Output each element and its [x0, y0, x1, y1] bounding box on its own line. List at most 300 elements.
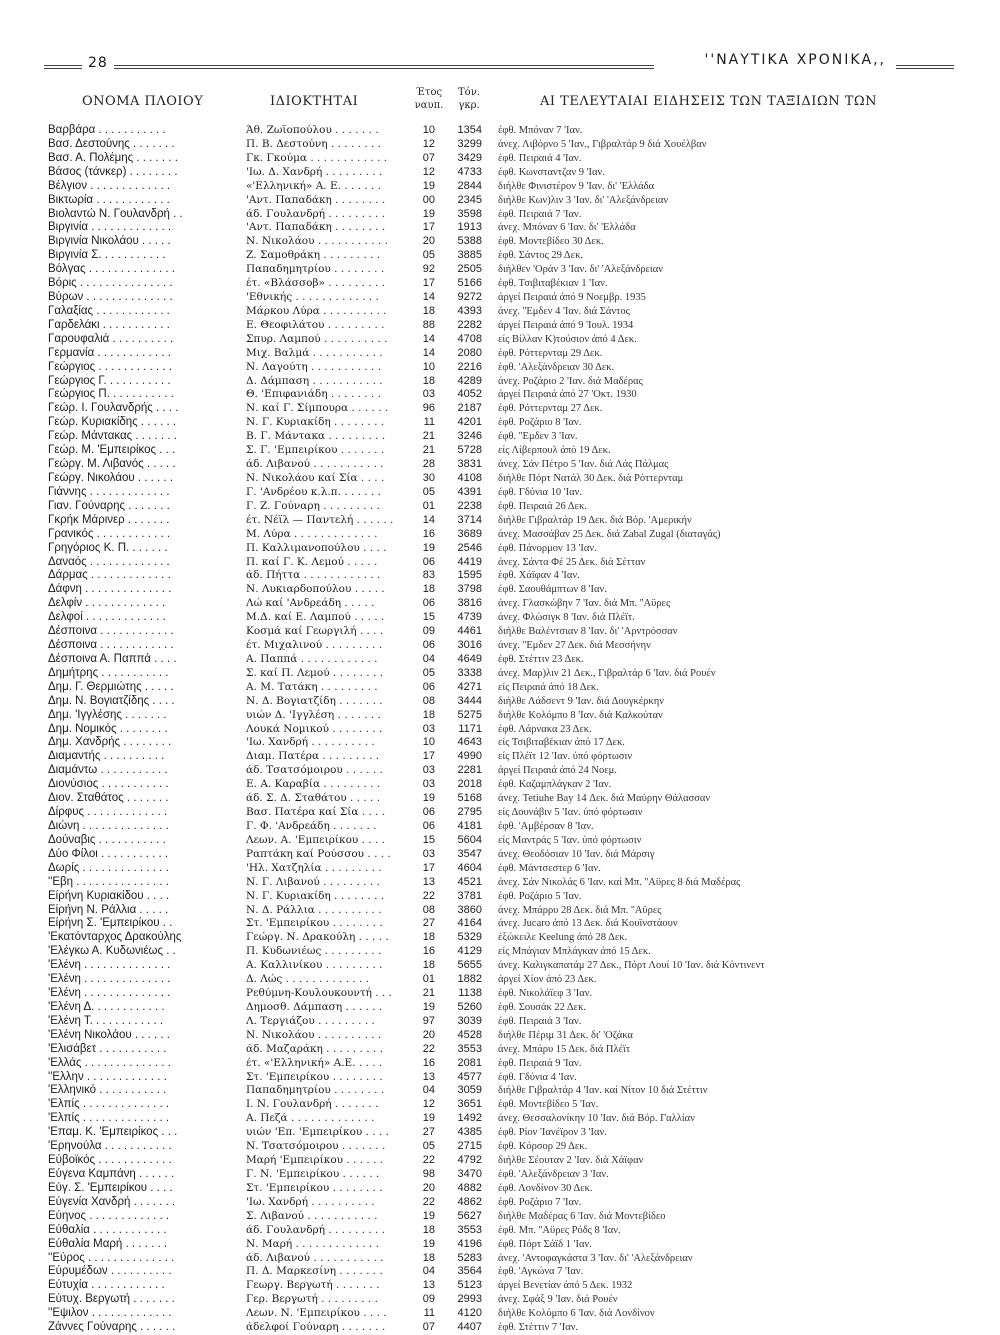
- ship-latest-news: έφθ. 'Αλεξάνδρειαν 30 Δεκ.: [498, 361, 615, 373]
- ship-tonnage: 4108: [457, 472, 482, 484]
- ship-year: 17: [422, 277, 435, 290]
- table-row: [0, 1321, 1000, 1335]
- table-row: [0, 750, 1000, 764]
- table-row: [0, 458, 1000, 472]
- table-row: [0, 1057, 1000, 1071]
- ship-latest-news: άνεχ. ''Εμδεν 27 Δεκ. διά Μεσσήνην: [498, 640, 651, 652]
- ship-name: Βασ. Α. Πολέμης . . . . . . .: [48, 151, 178, 164]
- table-row: [0, 402, 1000, 416]
- ship-name: Δαναός . . . . . . . . . . . . .: [48, 555, 170, 568]
- ship-name: Διονύσιος . . . . . . . . . . .: [48, 778, 169, 791]
- ship-tonnage: 4052: [457, 388, 482, 401]
- table-row: [0, 333, 1000, 347]
- ship-tonnage: 2282: [457, 318, 482, 331]
- table-row: [0, 1168, 1000, 1182]
- ship-year: 22: [422, 1195, 435, 1208]
- ship-name: Βόλγας . . . . . . . . . . . . . .: [48, 263, 175, 276]
- ship-owner: Διαμ. Πατέρα . . . . . . . . .: [246, 750, 380, 763]
- ship-year: 04: [422, 1265, 435, 1278]
- ship-latest-news: έφθ. Στέττιν 23 Δεκ.: [498, 653, 584, 665]
- table-row: [0, 166, 1000, 180]
- ship-name: Είρήνη Κυριακίδου . . . .: [48, 889, 170, 902]
- table-row: [0, 1279, 1000, 1293]
- ship-name: Δωρίς . . . . . . . . . . . . . .: [48, 861, 169, 874]
- ship-latest-news: έφθ. Ροζάριο 7 'Ιαν.: [498, 1196, 582, 1208]
- ship-owner: υιών 'Επ. 'Εμπειρίκου . . . .: [246, 1126, 390, 1139]
- ship-latest-news: έφθ. Λονδίνον 30 Δεκ.: [498, 1182, 593, 1194]
- ship-tonnage: 4528: [457, 1028, 482, 1041]
- ship-latest-news: είς Λίβερπουλ άπό 19 Δεκ.: [498, 445, 611, 457]
- ship-year: 07: [422, 1321, 435, 1334]
- ship-year: 12: [422, 137, 435, 150]
- header-year: [412, 86, 446, 112]
- ship-latest-news: διήλθε Κολόμπο 6 'Ιαν. διά Λονδίνον: [498, 1308, 655, 1320]
- ship-year: 28: [422, 458, 435, 471]
- ship-owner: Ν. Γ. Κυριακίδη . . . . . . . .: [246, 416, 385, 429]
- ship-tonnage: 3651: [457, 1098, 482, 1111]
- ship-tonnage: 4393: [457, 304, 482, 317]
- ship-owner: Ν. Γ. Λιβανού . . . . . . . . .: [246, 875, 380, 888]
- ship-tonnage: 4196: [457, 1237, 482, 1250]
- ship-year: 04: [422, 1084, 435, 1097]
- ship-name: Βιργινία . . . . . . . . . . . . .: [48, 221, 172, 234]
- ship-tonnage: 4181: [457, 820, 482, 832]
- ship-owner: Ν. Γ. Κυριακίδη . . . . . . . .: [246, 889, 385, 902]
- ship-name: Δημ. Νομικός . . . . . . . .: [48, 722, 168, 735]
- ship-owner: Γερ. Βεργωτή . . . . . . . . .: [246, 1293, 378, 1306]
- ship-tonnage: 2238: [457, 499, 482, 512]
- table-row: [0, 361, 1000, 375]
- ship-latest-news: διήλθε Κων)λιν 3 'Ιαν. δι' 'Αλεξάνδρειαν: [498, 194, 669, 206]
- ship-latest-news: διήλθε Πόρτ Νατάλ 30 Δεκ. διά Ρόττερνταμ: [498, 473, 684, 484]
- ship-year: 01: [422, 499, 435, 512]
- ship-year: 97: [422, 1014, 435, 1027]
- ship-owner: Στ. 'Εμπειρίκου . . . . . . . .: [246, 1181, 383, 1194]
- ship-owner: 'Αντ. Παπαδάκη . . . . . . . .: [246, 193, 386, 206]
- ship-tonnage: 4129: [457, 945, 482, 958]
- ship-owner: 'Αντ. Παπαδάκη . . . . . . . .: [246, 221, 386, 234]
- ship-tonnage: 1138: [458, 987, 482, 1000]
- ship-name: Βέλγιον . . . . . . . . . . . . .: [48, 179, 171, 192]
- ship-latest-news: έφθ. Σουσάκ 22 Δεκ.: [498, 1001, 587, 1013]
- table-row: [0, 695, 1000, 709]
- ship-owner: Ζ. Σαμοθράκη . . . . . . . . .: [246, 249, 381, 262]
- ship-owner: Ν. Νικολάου . . . . . . . . . .: [246, 1028, 382, 1041]
- ship-tonnage: 3885: [457, 249, 482, 262]
- table-row: [0, 305, 1000, 319]
- ship-owner: Π. καί Γ. Κ. Λεμού . . . . .: [246, 555, 378, 568]
- table-row: [0, 1140, 1000, 1154]
- header-rule-mid-2: [114, 68, 654, 69]
- ship-name: Δέσποινα . . . . . . . . . . . .: [48, 639, 174, 652]
- ship-owner: άδ. Γουλανδρή . . . . . . . . .: [246, 207, 386, 220]
- ship-name: Βόρις . . . . . . . . . . . . . . .: [48, 277, 173, 290]
- ship-year: 18: [422, 931, 435, 944]
- ship-latest-news: έφθ. Πόρτ Σάϊδ 1 'Ιαν.: [498, 1238, 592, 1250]
- ship-tonnage: 1913: [457, 221, 482, 234]
- ship-year: 06: [422, 555, 435, 568]
- table-row: [0, 1196, 1000, 1210]
- ship-tonnage: 3338: [457, 666, 482, 679]
- ship-owner: Θ. 'Επιφανιάδη . . . . . . . .: [246, 388, 381, 401]
- ship-name: Γεώργιος Γ. . . . . . . . . . .: [48, 374, 171, 387]
- ship-name: Δύο Φίλοι . . . . . . . . . . .: [48, 847, 169, 860]
- ship-name: Βιργινία Σ. . . . . . . . . . .: [48, 249, 166, 262]
- table-row: [0, 375, 1000, 389]
- ship-tonnage: 4407: [457, 1321, 482, 1334]
- ship-owner: Γεωργ. Βεργωτή . . . . . . .: [246, 1279, 380, 1292]
- table-row: [0, 138, 1000, 152]
- ship-tonnage: 3831: [457, 458, 482, 471]
- ship-year: 19: [422, 179, 435, 192]
- ship-latest-news: έφθ. Λάρνακα 23 Δεκ.: [498, 723, 592, 735]
- table-row: [0, 597, 1000, 611]
- ship-latest-news: άργεί Πειραιά άπό 9 Νοεμβρ. 1935: [498, 292, 646, 304]
- ship-name: ''Ελλην . . . . . . . . . . . . .: [48, 1070, 167, 1083]
- ship-owner: Ν. Μαρή . . . . . . . . . . . . .: [246, 1237, 379, 1250]
- ship-year: 15: [422, 611, 435, 624]
- ship-owner: Ν. καί Γ. Σίμπουρα . . . . . .: [246, 402, 389, 415]
- ship-year: 19: [422, 207, 435, 220]
- ship-latest-news: είς Βίλλαν Κ)τούσιον άπό 4 Δεκ.: [498, 333, 637, 345]
- ship-name: Εύγενα Καμπάνη . . . . . .: [48, 1168, 175, 1180]
- ship-tonnage: 5283: [457, 1251, 482, 1264]
- ship-name: Διαμάντω . . . . . . . . . . .: [48, 764, 168, 777]
- page-number: 28: [88, 55, 108, 71]
- ship-owner: Μάρκου Λύρα . . . . . . . . . .: [246, 304, 387, 317]
- table-row: [0, 834, 1000, 848]
- ship-tonnage: 4604: [457, 861, 482, 874]
- ship-latest-news: έφθ. Μπόναν 7 'Ιαν.: [498, 125, 583, 136]
- ship-owner: Λεων. Α. 'Εμπειρίκου . . . .: [246, 833, 385, 846]
- ship-name: Γαρουφαλιά . . . . . . . . . .: [48, 332, 174, 345]
- ship-year: 13: [422, 875, 435, 888]
- ship-latest-news: άνεχ. ''Εμδεν 4 'Ιαν. διά Σάντος: [498, 305, 630, 317]
- ship-latest-news: έφθ. Πειραιά 7 'Ιαν.: [498, 208, 582, 220]
- ship-owner: Ε. Θεοφιλάτου . . . . . . . . .: [246, 318, 385, 331]
- table-row: [0, 194, 1000, 208]
- ship-latest-news: άνεχ. Μπάρρυ 28 Δεκ. διά Μπ. ''Αϋρες: [498, 904, 662, 916]
- ship-owner: Α. Μ. Τατάκη . . . . . . . . .: [246, 680, 378, 693]
- ship-year: 18: [422, 1223, 435, 1236]
- ship-name: Δάρμας . . . . . . . . . . . . .: [48, 569, 171, 582]
- ship-owner: 'Εθνικής . . . . . . . . . . . . .: [246, 291, 379, 304]
- ship-owner: Σ. καί Π. Λεμού . . . . . . . .: [246, 666, 383, 679]
- ship-year: 10: [422, 736, 435, 749]
- table-row: [0, 1112, 1000, 1126]
- ship-latest-news: έφθ. Κόρσορ 29 Δεκ.: [498, 1141, 588, 1153]
- ship-year: 16: [422, 945, 435, 958]
- ship-name: Βικτωρία . . . . . . . . . . . .: [48, 193, 170, 206]
- table-row: [0, 472, 1000, 486]
- ship-year: 07: [422, 151, 435, 164]
- ship-name: Γεώρ. Μάντακας . . . . . . .: [48, 430, 177, 443]
- ship-year: 03: [422, 847, 435, 860]
- table-row: [0, 987, 1000, 1001]
- ship-year: 18: [422, 304, 435, 317]
- ship-owner: 'Ιω. Δ. Χανδρή . . . . . . . . .: [246, 165, 383, 178]
- ship-latest-news: έφθ. Σάντος 29 Δεκ.: [498, 250, 583, 262]
- ship-tonnage: 3714: [457, 513, 482, 526]
- table-row: [0, 430, 1000, 444]
- ship-latest-news: διήλθε Λάδσεντ 9 'Ιαν. διά Δουγκέρκην: [498, 695, 664, 707]
- ship-owner: άδ. Λιβανού . . . . . . . . . . .: [246, 458, 384, 471]
- ship-owner: Ν. Νικολάου καί Σία . . . .: [246, 472, 385, 484]
- ship-owner: Λουκά Νομικού . . . . . . . .: [246, 722, 383, 735]
- table-row: [0, 556, 1000, 570]
- ship-name: Εύγ. Σ. 'Εμπειρίκου . . . .: [48, 1181, 173, 1194]
- ship-name: 'Ελπίς . . . . . . . . . . . . . .: [48, 1112, 170, 1125]
- ship-owner: Ν. Νικολάου . . . . . . . . . . .: [246, 235, 388, 248]
- ship-tonnage: 4739: [457, 611, 482, 624]
- ship-owner: Ι. Ν. Γουλανδρή . . . . . . .: [246, 1098, 379, 1111]
- ship-latest-news: έφθ. Μάντσεστερ 6 'Ιαν.: [498, 862, 601, 874]
- table-row: [0, 1071, 1000, 1085]
- table-row: [0, 221, 1000, 235]
- ship-tonnage: 4521: [457, 875, 482, 888]
- table-row: [0, 904, 1000, 918]
- ship-year: 06: [422, 597, 435, 610]
- ship-latest-news: άργεί Πειραιά άπό 24 Νοεμ.: [498, 765, 617, 777]
- ship-latest-news: έφθ. Κωνσταντζαν 9 'Ιαν.: [498, 166, 605, 178]
- ship-tonnage: 3553: [457, 1223, 482, 1236]
- ship-owner: Ε. Α. Καραβία . . . . . . . . .: [246, 778, 381, 791]
- column-headers: [0, 86, 1000, 118]
- table-row: [0, 667, 1000, 681]
- ship-year: 11: [423, 1307, 435, 1320]
- ship-latest-news: άνεχ. Θεοδόσιαν 10 'Ιαν. διά Μάρσιγ: [498, 848, 655, 860]
- ship-tonnage: 4201: [457, 416, 482, 429]
- table-row: [0, 1015, 1000, 1029]
- header-owners: ΙΔΙΟΚΤΗΤΑΙ: [270, 94, 359, 109]
- table-row: [0, 931, 1000, 945]
- ship-name: 'Επαμ. Κ. 'Εμπειρίκος . . .: [48, 1126, 178, 1139]
- table-row: [0, 653, 1000, 667]
- ship-latest-news: έφθ. Χάϊφαν 4 'Ιαν.: [498, 570, 580, 582]
- ship-owner: Γ. 'Ανδρέου κ.λ.π. . . . . . .: [246, 485, 381, 498]
- table-row: [0, 806, 1000, 820]
- ship-name: Γρανικός . . . . . . . . . . . .: [48, 527, 171, 540]
- ship-owner: Κοσμά καί Γεωργιλή . . . .: [246, 625, 384, 638]
- ship-owner: άδ. Σ. Δ. Σταθάτου . . . . .: [246, 792, 381, 805]
- ship-latest-news: είς Τσιβιταβέκιαν άπό 17 Δεκ.: [498, 737, 625, 749]
- table-row: [0, 681, 1000, 695]
- ship-owner: Ν. Δ. Ράλλια . . . . . . . . . .: [246, 903, 382, 916]
- ship-owner: άδ. Τσατσόμοιρου . . . . . .: [246, 764, 383, 777]
- ship-name: Βιολαντώ Ν. Γουλανδρή . .: [48, 207, 183, 220]
- ship-owner: Σ. Λιβανού . . . . . . . . . . .: [246, 1209, 378, 1222]
- ship-latest-news: άνεχ. Σάν Νικολάς 6 'Ιαν. καί Μπ. ''Αϋρες 8 διά Μαδέρας: [498, 876, 741, 888]
- ship-latest-news: έφθ. Πάνορμον 13 'Ιαν.: [498, 542, 597, 554]
- ship-tonnage: 4643: [457, 736, 482, 749]
- ship-latest-news: έφθ. 'Αμβέρσαν 8 'Ιαν.: [498, 821, 594, 832]
- ship-owner: άδ. Λιβανού . . . . . . . . . . .: [246, 1251, 384, 1264]
- table-row: [0, 973, 1000, 987]
- ship-name: Εύηνος . . . . . . . . . . . . .: [48, 1209, 170, 1222]
- header-rule-left-short-2: [44, 68, 82, 69]
- ship-latest-news: έφθ. Μοντεβίδεο 5 'Ιαν.: [498, 1099, 599, 1111]
- ship-year: 01: [422, 973, 435, 986]
- ship-tonnage: 2080: [457, 346, 482, 359]
- ship-name: Δημήτρης . . . . . . . . . . .: [48, 666, 169, 679]
- ship-year: 18: [422, 583, 435, 596]
- header-tonnage: [448, 86, 490, 112]
- ship-year: 00: [422, 193, 435, 206]
- ship-year: 14: [422, 332, 435, 345]
- table-row: [0, 249, 1000, 263]
- ship-tonnage: 5123: [457, 1279, 482, 1292]
- ship-tonnage: 5168: [457, 792, 482, 805]
- ship-owner: Μιχ. Βαλμά . . . . . . . . . . .: [246, 346, 383, 359]
- ship-name: Δίρφυς . . . . . . . . . . . . .: [48, 806, 168, 819]
- ship-year: 06: [422, 806, 435, 819]
- ship-tonnage: 4289: [457, 374, 482, 387]
- ship-name: Δημ. Χανδρής . . . . . . . .: [48, 736, 172, 749]
- ship-tonnage: 5655: [457, 959, 482, 972]
- table-row: [0, 486, 1000, 500]
- table-row: [0, 792, 1000, 806]
- ship-name: Βαρβάρα . . . . . . . . . . .: [48, 124, 166, 136]
- ship-latest-news: άργεί Βενετίαν άπό 5 Δεκ. 1932: [498, 1280, 633, 1292]
- ship-tonnage: 2505: [457, 263, 482, 276]
- ship-year: 96: [422, 402, 435, 415]
- ship-year: 10: [422, 360, 435, 373]
- ship-year: 18: [422, 1251, 435, 1264]
- ship-latest-news: έφθ. Ρίον 'Ιανέϊρον 3 'Ιαν.: [498, 1127, 607, 1139]
- table-row: [0, 583, 1000, 597]
- ship-latest-news: άργεί Χίον άπό 23 Δεκ.: [498, 974, 597, 986]
- ship-tonnage: 3429: [457, 151, 482, 164]
- ship-tonnage: 1882: [457, 973, 482, 986]
- ship-year: 18: [422, 374, 435, 387]
- table-row: [0, 917, 1000, 931]
- ship-latest-news: άνεχ. Jucaro άπό 13 Δεκ. διά Κουϊνστάουν: [498, 918, 678, 930]
- ship-year: 22: [422, 889, 435, 902]
- ship-name: Διώνη . . . . . . . . . . . . . .: [48, 820, 169, 832]
- ship-year: 05: [422, 249, 435, 262]
- ship-name: 'Ελισάβετ . . . . . . . . . . .: [48, 1042, 167, 1055]
- table-row: [0, 152, 1000, 166]
- ship-owner: 'Ηλ. Χατζηλία . . . . . . . . .: [246, 861, 382, 874]
- table-row: [0, 611, 1000, 625]
- ship-name: 'Ελένη . . . . . . . . . . . . . .: [48, 959, 171, 972]
- ship-tonnage: 2993: [457, 1293, 482, 1306]
- ship-year: 06: [422, 680, 435, 693]
- ship-owner: Π. Δ. Μαρκεσίνη . . . . . . .: [246, 1265, 383, 1278]
- table-row: [0, 820, 1000, 834]
- ship-latest-news: άνεχ. Μασσάβαν 25 Δεκ. διά Zabal Zugal (διαταγάς): [498, 528, 721, 540]
- ship-owner: Λεων. Ν. 'Εμπειρίκου . . . .: [246, 1307, 387, 1320]
- ship-name: Εύθαλία . . . . . . . . . . . .: [48, 1223, 167, 1236]
- ship-year: 10: [422, 124, 435, 136]
- ship-tonnage: 2546: [457, 541, 482, 554]
- table-row: [0, 1126, 1000, 1140]
- table-row: [0, 124, 1000, 138]
- ship-tonnage: 3547: [457, 847, 482, 860]
- header-year-line1: Έτος: [415, 87, 443, 98]
- ship-name: Γρηγόριος Κ. Π. . . . . . .: [48, 541, 168, 554]
- ship-name: Δούναβις . . . . . . . . . . .: [48, 833, 166, 846]
- ship-latest-news: έφθ. Πειραιά 3 'Ιαν.: [498, 1015, 582, 1027]
- ship-tonnage: 1354: [457, 124, 482, 136]
- ship-owner: έτ. Μιχαλινού . . . . . . . . .: [246, 639, 383, 652]
- ship-tonnage: 3039: [457, 1014, 482, 1027]
- ship-latest-news: άνεχ. Μαρ)λιν 21 Δεκ., Γιβραλτάρ 6 'Ιαν. διά Ρουέν: [498, 667, 716, 679]
- ship-tonnage: 4792: [457, 1154, 482, 1167]
- table-row: [0, 319, 1000, 333]
- ship-year: 19: [422, 541, 435, 554]
- ship-year: 09: [422, 625, 435, 638]
- table-row: [0, 263, 1000, 277]
- table-row: [0, 528, 1000, 542]
- ship-name: Γεώρ. Κυριακίδης . . . . . .: [48, 416, 177, 429]
- ship-name: Γεώργ. Νικολάου . . . . . .: [48, 472, 174, 484]
- ship-owner: άδ. Πήττα . . . . . . . . . . . .: [246, 569, 381, 582]
- table-row: [0, 569, 1000, 583]
- ship-year: 19: [422, 1209, 435, 1222]
- ship-name: 'Ελλάς . . . . . . . . . . . . . .: [48, 1056, 171, 1069]
- ship-year: 11: [423, 416, 435, 429]
- ship-latest-news: είς Δουνάβιν 5 'Ιαν. ύπό φόρτωσιν: [498, 807, 643, 819]
- ship-owner: Σ. Γ. 'Εμπειρίκου . . . . . . .: [246, 444, 385, 457]
- ship-owner: Γ. Φ. 'Ανδρεάδη . . . . . . .: [246, 820, 377, 832]
- ship-latest-news: είς Πειραιά άπό 18 Δεκ.: [498, 681, 599, 693]
- ship-year: 18: [422, 959, 435, 972]
- ship-owner: Δ. Λώς . . . . . . . . . . . . .: [246, 973, 370, 986]
- ship-owner: Λ. Τεργιάζου . . . . . . . . .: [246, 1014, 375, 1027]
- ship-year: 15: [422, 833, 435, 846]
- journal-title: ''ΝΑΥΤΙΚΑ ΧΡΟΝΙΚΑ,,: [704, 52, 886, 68]
- ship-name: Εύτυχία . . . . . . . . . . . .: [48, 1279, 165, 1292]
- table-row: [0, 848, 1000, 862]
- table-row: [0, 764, 1000, 778]
- ship-owner: Δ. Δάμπαση . . . . . . . . . . .: [246, 374, 383, 387]
- page-header: [34, 52, 964, 82]
- ship-tonnage: 3564: [457, 1265, 482, 1278]
- table-row: [0, 1043, 1000, 1057]
- table-row: [0, 723, 1000, 737]
- ship-owner: έτ. «Βλάσσοβ» . . . . . . . . .: [246, 277, 386, 290]
- table-row: [0, 1210, 1000, 1224]
- ship-year: 88: [422, 318, 435, 331]
- table-row: [0, 778, 1000, 792]
- ship-latest-news: έφθ. Γδύνια 10 'Ιαν.: [498, 486, 583, 498]
- ship-latest-news: έφθ. Γδύνια 4 'Ιαν.: [498, 1071, 577, 1083]
- ship-name: Γεώργ. Μ. Λιβανός . . . . .: [48, 458, 176, 471]
- ship-owner: Α. Καλλινίκου . . . . . . . . .: [246, 959, 383, 972]
- ship-year: 14: [422, 291, 435, 304]
- ship-year: 17: [422, 750, 435, 763]
- ship-owner: Γκ. Γκούμα . . . . . . . . . . . .: [246, 151, 388, 164]
- table-row: [0, 180, 1000, 194]
- ship-owner: Γ. Ν. 'Εμπειρίκου . . . . . .: [246, 1168, 380, 1180]
- ship-latest-news: έφθ. ''Εμδεν 3 'Ιαν.: [498, 431, 578, 443]
- table-row: [0, 1293, 1000, 1307]
- ship-name: Διον. Σταθάτος . . . . . . .: [48, 792, 169, 805]
- table-row: [0, 625, 1000, 639]
- ship-tonnage: 9272: [457, 291, 482, 304]
- ship-latest-news: έφθ. Νικολάϊεφ 3 'Ιαν.: [498, 988, 593, 1000]
- ship-latest-news: έφθ. Ροζάριο 5 'Ιαν.: [498, 890, 582, 902]
- ship-latest-news: διήλθε Φινιστέρον 9 'Ιαν. δι' 'Ελλάδα: [498, 180, 655, 192]
- ship-year: 19: [422, 792, 435, 805]
- ship-latest-news: έφθ. Στέττιν 7 'Ιαν.: [498, 1322, 579, 1334]
- ship-name: Βάσος (τάνκερ) . . . . . . . .: [48, 165, 178, 178]
- table-row: [0, 890, 1000, 904]
- table-row: [0, 709, 1000, 723]
- ship-name: 'Ελένη Δ. . . . . . . . . . . .: [48, 1000, 165, 1013]
- table-row: [0, 1029, 1000, 1043]
